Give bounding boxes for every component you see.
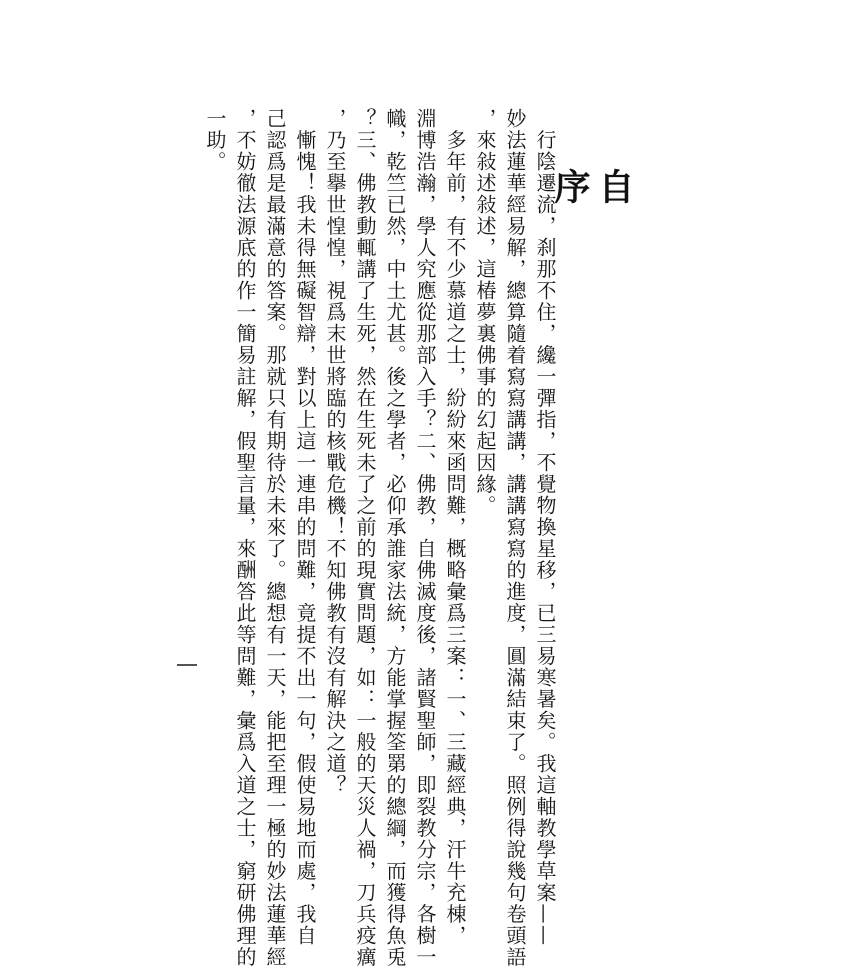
text-column: 慚愧！我未得無礙智辯，對以上這一連串的問難，竟提不出一句，假使易地而處，我自 [293,108,317,947]
title-char-2: 序 [549,168,591,258]
text-column: ，來敍述敍述，這椿夢裏佛事的幻起因緣。 [473,108,497,517]
text-column: 行陰遷流，刹那不住，纔一彈指，不覺物換星移，已三易寒暑矣。我這軸教學草案—— [533,108,557,947]
page-title [549,168,636,318]
preface-body [200,108,560,968]
text-column: 一助。 [203,108,227,173]
text-column: ？三、佛教動輒講了生死，然在生死未了之前的現實問題，如：一般的天災人禍，刀兵疫癘 [353,108,377,968]
page-number-glyph [177,664,197,666]
text-column: 妙法蓮華經易解，總算隨着寫寫講講，講講寫寫的進度，圓滿結束了。照例得說幾句卷頭語 [503,108,527,968]
text-column: 多年前，有不少慕道之士，紛紛來函問難，概略彙爲三案：一、三藏經典，汗牛充棟， [443,108,467,947]
page-number [172,660,202,670]
text-column: 幟，乾竺已然，中土尤甚。後之學者，必仰承誰家法統，方能掌握筌罤的總綱，而獲得魚兎 [383,108,407,968]
title-char-1: 自 [593,168,635,258]
text-column: 己認爲是最滿意的答案。那就只有期待於未來了。總想有一天，能把至理一極的妙法蓮華經 [263,108,287,968]
text-column: ，不妨徹法源底的作一簡易註解，假聖言量，來酬答此等問難，彙爲入道之士，窮研佛理的 [233,108,257,968]
text-column: 淵博浩瀚，學人究應從那部入手？二、佛教，自佛滅度後，諸賢聖師，即裂教分宗，各樹一 [413,108,437,968]
text-column: ，乃至擧世惶惶，視爲末世將臨的核戰危機！不知佛教有沒有解決之道？ [323,108,347,796]
